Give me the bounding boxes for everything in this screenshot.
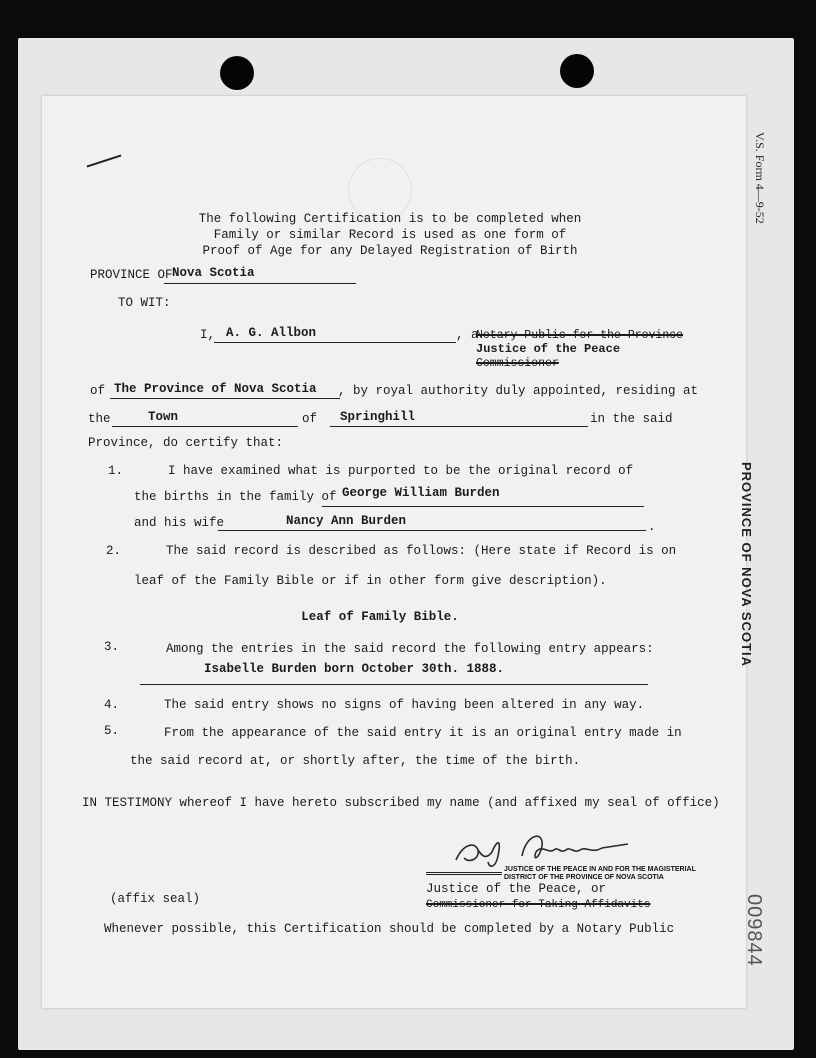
affix-seal-label: (affix seal): [110, 892, 201, 906]
item-2-number: 2.: [106, 544, 122, 558]
officer-name-underline: [214, 342, 456, 343]
record-description: Leaf of Family Bible.: [301, 610, 459, 624]
the-label: the: [88, 412, 111, 426]
of-label-2: of: [302, 412, 318, 426]
item-1-number: 1.: [108, 464, 124, 478]
jp-label: Justice of the Peace, or: [426, 882, 607, 896]
residence-place-underline: [330, 426, 588, 427]
i-label: I,: [200, 328, 216, 342]
testimony-line: IN TESTIMONY whereof I have hereto subscribed my name (and affixed my seal of office): [82, 796, 720, 810]
mother-name-underline: [218, 530, 646, 531]
mother-name: Nancy Ann Burden: [286, 514, 407, 528]
officer-name: A. G. Allbon: [226, 326, 317, 340]
father-name: George William Burden: [342, 486, 500, 500]
form-number: V.S. Form 4—9-52: [753, 132, 767, 224]
residence-place: Springhill: [340, 410, 416, 424]
item-2-line-1: The said record is described as follows: (Here state if Record is on: [166, 544, 677, 558]
province-underline: [164, 283, 356, 284]
province-value: Nova Scotia: [172, 266, 255, 280]
signature-line: [426, 872, 502, 875]
item-5-line-2: the said record at, or shortly after, the time of the birth.: [130, 754, 581, 768]
officer-title: Justice of the Peace: [476, 342, 621, 356]
in-the-said-label: in the said: [590, 412, 673, 426]
item-1-line-3-label: and his wife: [134, 516, 225, 530]
record-number: 009844: [743, 894, 765, 967]
struck-notary-title: Notary Public for the Province: [476, 329, 684, 342]
jp-stamp-line-2: DISTRICT OF THE PROVINCE OF NOVA SCOTIA: [504, 874, 664, 881]
item-3-line-1: Among the entries in the said record the following entry appears:: [166, 642, 654, 656]
certify-line: Province, do certify that:: [88, 436, 284, 450]
item-1-end-mark: .: [648, 520, 656, 534]
punch-hole-right: [560, 54, 594, 88]
province-label: PROVINCE OF: [90, 268, 173, 282]
of-label: of: [90, 384, 106, 398]
punch-hole-left: [220, 56, 254, 90]
residence-type: Town: [148, 410, 179, 424]
jp-stamp-line-1: JUSTICE OF THE PEACE IN AND FOR THE MAGISTERIAL: [504, 866, 696, 873]
province-side-stamp: PROVINCE OF NOVA SCOTIA: [739, 462, 754, 668]
footer-note: Whenever possible, this Certification should be completed by a Notary Public: [104, 922, 675, 936]
birth-entry: Isabelle Burden born October 30th. 1888.: [204, 662, 505, 676]
authority-text: , by royal authority duly appointed, residing at: [338, 384, 699, 398]
to-wit-label: TO WIT:: [118, 296, 171, 310]
item-4-number: 4.: [104, 698, 120, 712]
jurisdiction: The Province of Nova Scotia: [114, 382, 317, 396]
header-line-1: The following Certification is to be completed when: [198, 212, 582, 226]
item-3-number: 3.: [104, 640, 120, 654]
struck-commissioner: Commissioner: [476, 357, 559, 370]
item-2-line-2: leaf of the Family Bible or if in other form give description).: [134, 574, 607, 588]
item-1-line-1: I have examined what is purported to be the original record of: [168, 464, 634, 478]
item-1-line-2-label: the births in the family of: [134, 490, 337, 504]
item-5-number: 5.: [104, 724, 120, 738]
father-name-underline: [322, 506, 644, 507]
a-label: , a: [456, 328, 479, 342]
jurisdiction-underline: [110, 398, 340, 399]
birth-entry-underline: [140, 684, 648, 685]
header-line-3: Proof of Age for any Delayed Registration of Birth: [202, 244, 578, 258]
item-5-line-1: From the appearance of the said entry it is an original entry made in: [164, 726, 682, 740]
struck-commissioner-affidavits: Commissioner for Taking Affidavits: [426, 899, 651, 911]
residence-type-underline: [112, 426, 298, 427]
item-4-line-1: The said entry shows no signs of having been altered in any way.: [164, 698, 645, 712]
header-line-2: Family or similar Record is used as one form of: [213, 228, 567, 242]
